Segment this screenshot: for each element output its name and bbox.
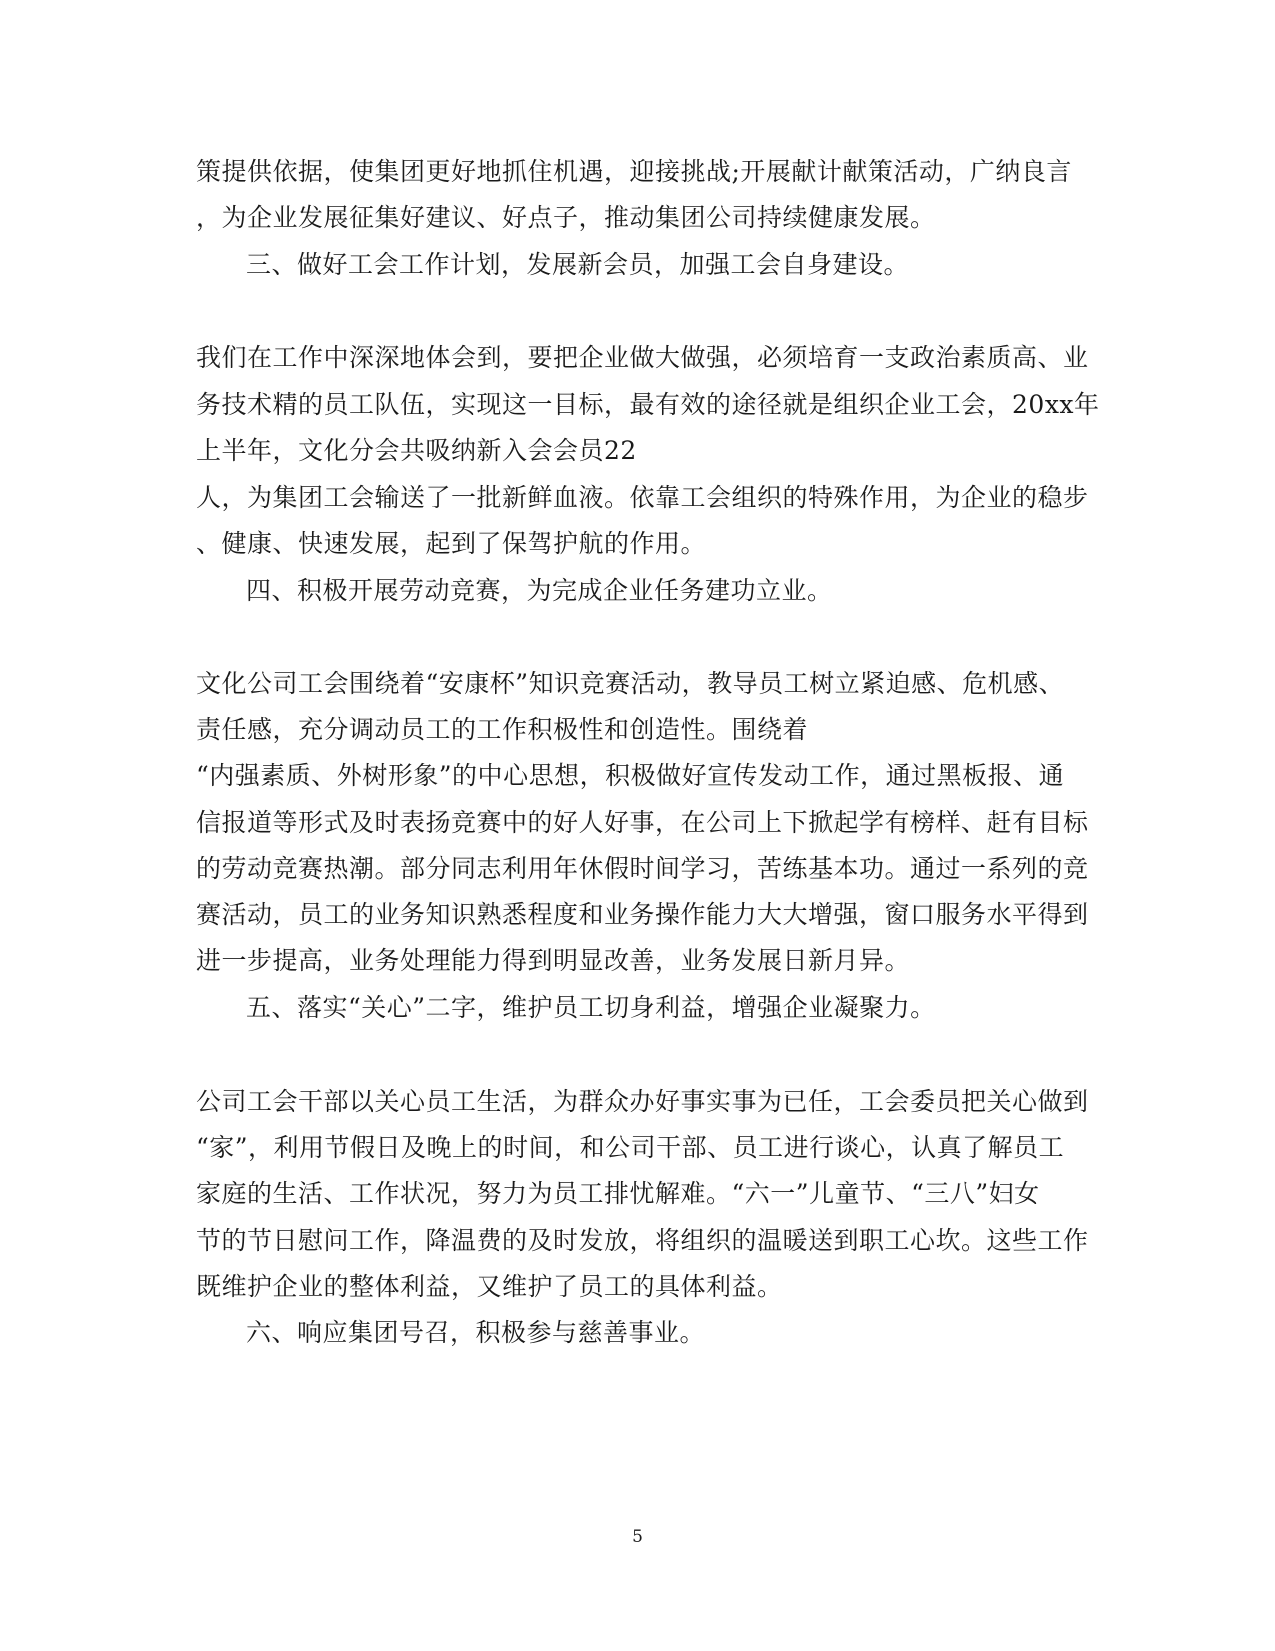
text-line: ，为企业发展征集好建议、好点子，推动集团公司持续健康发展。 <box>196 203 936 232</box>
text-line: 责任感，充分调动员工的工作积极性和创造性。围绕着 <box>196 715 809 744</box>
section-heading: 三、做好工会工作计划，发展新会员，加强工会自身建设。 <box>246 250 910 279</box>
text-line: 赛活动，员工的业务知识熟悉程度和业务操作能力大大增强，窗口服务水平得到 <box>196 900 1089 929</box>
text-line: 公司工会干部以关心员工生活，为群众办好事实事为已任，工会委员把关心做到 <box>196 1087 1089 1116</box>
text-line: 家庭的生活、工作状况，努力为员工排忧解难。“六一”儿童节、“三八”妇女 <box>196 1179 1040 1208</box>
text-line: 策提供依据，使集团更好地抓住机遇，迎接挑战;开展献计献策活动，广纳良言 <box>196 157 1072 186</box>
text-line: “内强素质、外树形象”的中心思想，积极做好宣传发动工作，通过黑板报、通 <box>196 761 1065 790</box>
text-line: 我们在工作中深深地体会到，要把企业做大做强，必须培育一支政治素质高、业 <box>196 343 1089 372</box>
text-line: 人，为集团工会输送了一批新鲜血液。依靠工会组织的特殊作用，为企业的稳步 <box>196 483 1089 512</box>
text-line: 、健康、快速发展，起到了保驾护航的作用。 <box>196 529 707 558</box>
text-line: 上半年，文化分会共吸纳新入会会员22 <box>196 436 637 465</box>
section-heading: 五、落实“关心”二字，维护员工切身利益，增强企业凝聚力。 <box>246 993 936 1022</box>
section-heading: 六、响应集团号召，积极参与慈善事业。 <box>246 1318 706 1347</box>
page-number: 5 <box>632 1527 643 1547</box>
text-line: 信报道等形式及时表扬竞赛中的好人好事，在公司上下掀起学有榜样、赶有目标 <box>196 808 1089 837</box>
text-line: 既维护企业的整体利益，又维护了员工的具体利益。 <box>196 1272 783 1301</box>
text-line: 务技术精的员工队伍，实现这一目标，最有效的途径就是组织企业工会，20xx年 <box>196 390 1100 419</box>
text-line: 进一步提高，业务处理能力得到明显改善，业务发展日新月异。 <box>196 946 911 975</box>
section-heading: 四、积极开展劳动竞赛，为完成企业任务建功立业。 <box>246 576 833 605</box>
text-line: 的劳动竞赛热潮。部分同志利用年休假时间学习，苦练基本功。通过一系列的竞 <box>196 854 1089 883</box>
text-line: 文化公司工会围绕着“安康杯”知识竞赛活动，教导员工树立紧迫感、危机感、 <box>196 669 1065 698</box>
text-line: 节的节日慰问工作，降温费的及时发放，将组织的温暖送到职工心坎。这些工作 <box>196 1226 1089 1255</box>
text-line: “家”，利用节假日及晚上的时间，和公司干部、员工进行谈心，认真了解员工 <box>196 1133 1065 1162</box>
